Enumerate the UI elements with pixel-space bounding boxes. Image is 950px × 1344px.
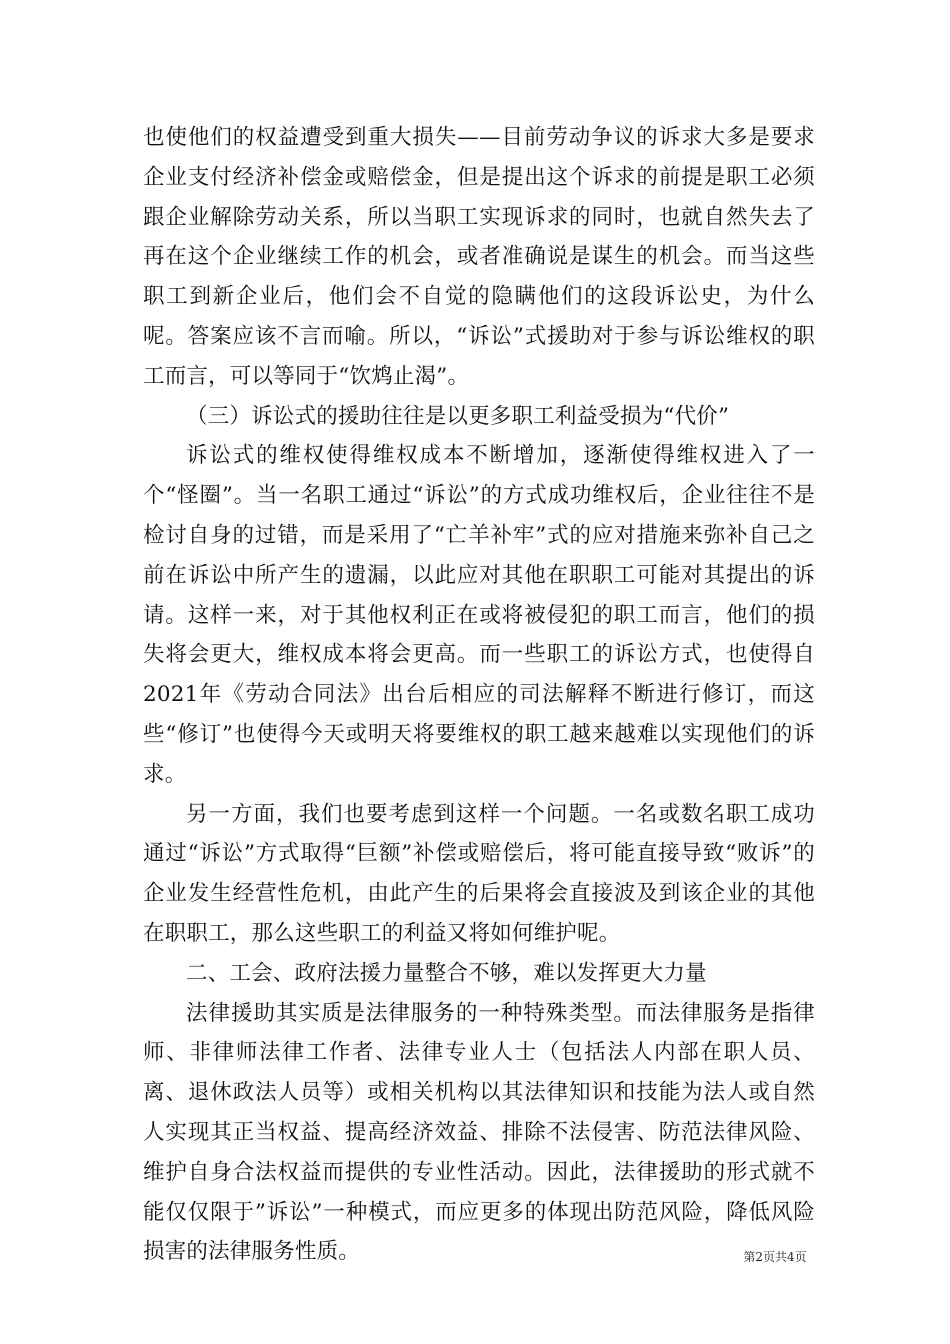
section-heading-2: 二、工会、政府法援力量整合不够，难以发挥更大力量	[186, 960, 707, 986]
paragraph: 诉讼式的维权使得维权成本不断增加，逐渐使得维权进入了一个“怪圈”。当一名职工通过“诉讼”的方式成功维权后，企业往往不是检讨自身的过错，而是采用了“亡羊补牢”式的应对措施来弥补自己之前在诉讼中所产生的遗漏，以此应对其他在职职工可能对其提出的诉请。这样一来，对于其他权利正在或将被侵犯的职工而言，他们的损失将会更大，维权成本将会更高。而一些职工的诉讼方式，也使得自2021年《劳动合同法》出台后相应的司法解释不断进行修订，而这些“修订”也使得今天或明天将要维权的职工越来越难以实现他们的诉求。	[143, 443, 815, 787]
paragraph: 法律援助其实质是法律服务的一种特殊类型。而法律服务是指律师、非律师法律工作者、法律专业人士（包括法人内部在职人员、离、退休政法人员等）或相关机构以其法律知识和技能为法人或自然人实现其正当权益、提高经济效益、排除不法侵害、防范法律风险、维护自身合法权益而提供的专业性活动。因此，法律援助的形式就不能仅仅限于”诉讼”一种模式，而应更多的体现出防范风险，降低风险损害的法律服务性质。	[143, 1000, 815, 1265]
paragraph: 另一方面，我们也要考虑到这样一个问题。一名或数名职工成功通过“诉讼”方式取得“巨额”补偿或赔偿后，将可能直接导致“败诉”的企业发生经营性危机，由此产生的后果将会直接波及到该企业的其他在职职工，那么这些职工的利益又将如何维护呢。	[143, 801, 815, 946]
section-heading-3: （三）诉讼式的援助往往是以更多职工利益受损为“代价”	[186, 403, 730, 429]
page-number: 第2页共4页	[743, 1250, 807, 1264]
body-text	[143, 118, 815, 1272]
paragraph-continued: 也使他们的权益遭受到重大损失——目前劳动争议的诉求大多是要求企业支付经济补偿金或赔偿金，但是提出这个诉求的前提是职工必须跟企业解除劳动关系，所以当职工实现诉求的同时，也就自然失去了再在这个企业继续工作的机会，或者准确说是谋生的机会。而当这些职工到新企业后，他们会不自觉的隐瞒他们的这段诉讼史，为什么呢。答案应该不言而喻。所以，“诉讼”式援助对于参与诉讼维权的职工而言，可以等同于“饮鸩止渴”。	[143, 125, 815, 389]
